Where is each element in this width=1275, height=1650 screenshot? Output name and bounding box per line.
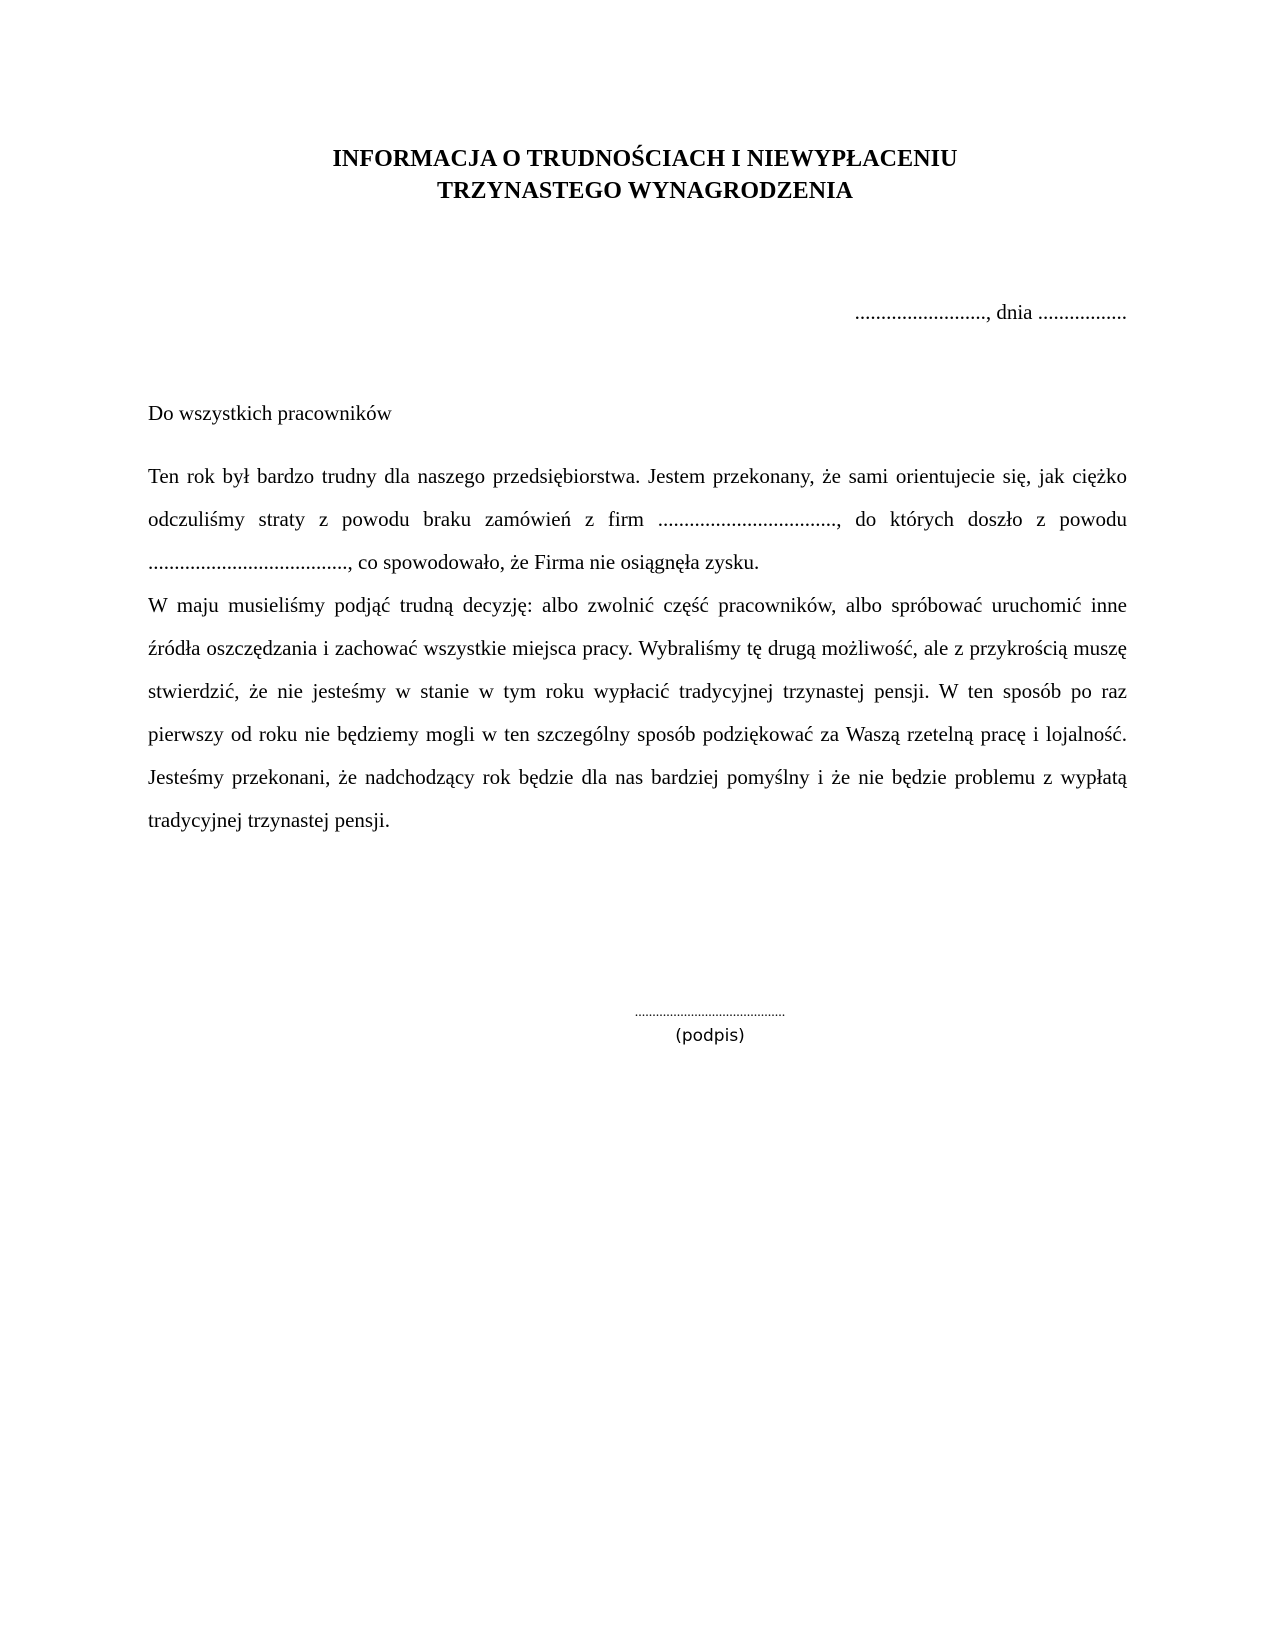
greeting: Do wszystkich pracowników [148,401,392,425]
signature-label: (podpis) [675,1026,745,1046]
title-line-2: TRZYNASTEGO WYNAGRODZENIA [436,178,854,204]
letter-body [148,455,1127,842]
place-and-date: ........................., dnia ................. [854,300,1127,324]
document-title [140,143,1150,207]
paragraph-1: Ten rok był bardzo trudny dla naszego przedsiębiorstwa. Jestem przekonany, że sami orientujecie się, jak ciężko odczuliśmy straty z powodu braku zamówień z firm .................................., do których doszło z powodu ......................................, co spowodowało, że Firma nie osiągnęła zysku. [148,464,1127,574]
title-line-1: INFORMACJA O TRUDNOŚCIACH I NIEWYPŁACENIU [332,146,958,172]
signature-line: ........................................... [634,1005,786,1020]
paragraph-2: W maju musieliśmy podjąć trudną decyzję: albo zwolnić część pracowników, albo spróbować uruchomić inne źródła oszczędzania i zachować wszystkie miejsca pracy. Wybraliśmy tę drugą możliwość, ale z przykrością muszę stwierdzić, że nie jesteśmy w stanie w tym roku wypłacić tradycyjnej trzynastej pensji. W ten sposób po raz pierwszy od roku nie będziemy mogli w ten szczególny sposób podziękować za Waszą rzetelną pracę i lojalność. Jesteśmy przekonani, że nadchodzący rok będzie dla nas bardziej pomyślny i że nie będzie problemu z wypłatą tradycyjnej trzynastej pensji. [148,593,1127,832]
